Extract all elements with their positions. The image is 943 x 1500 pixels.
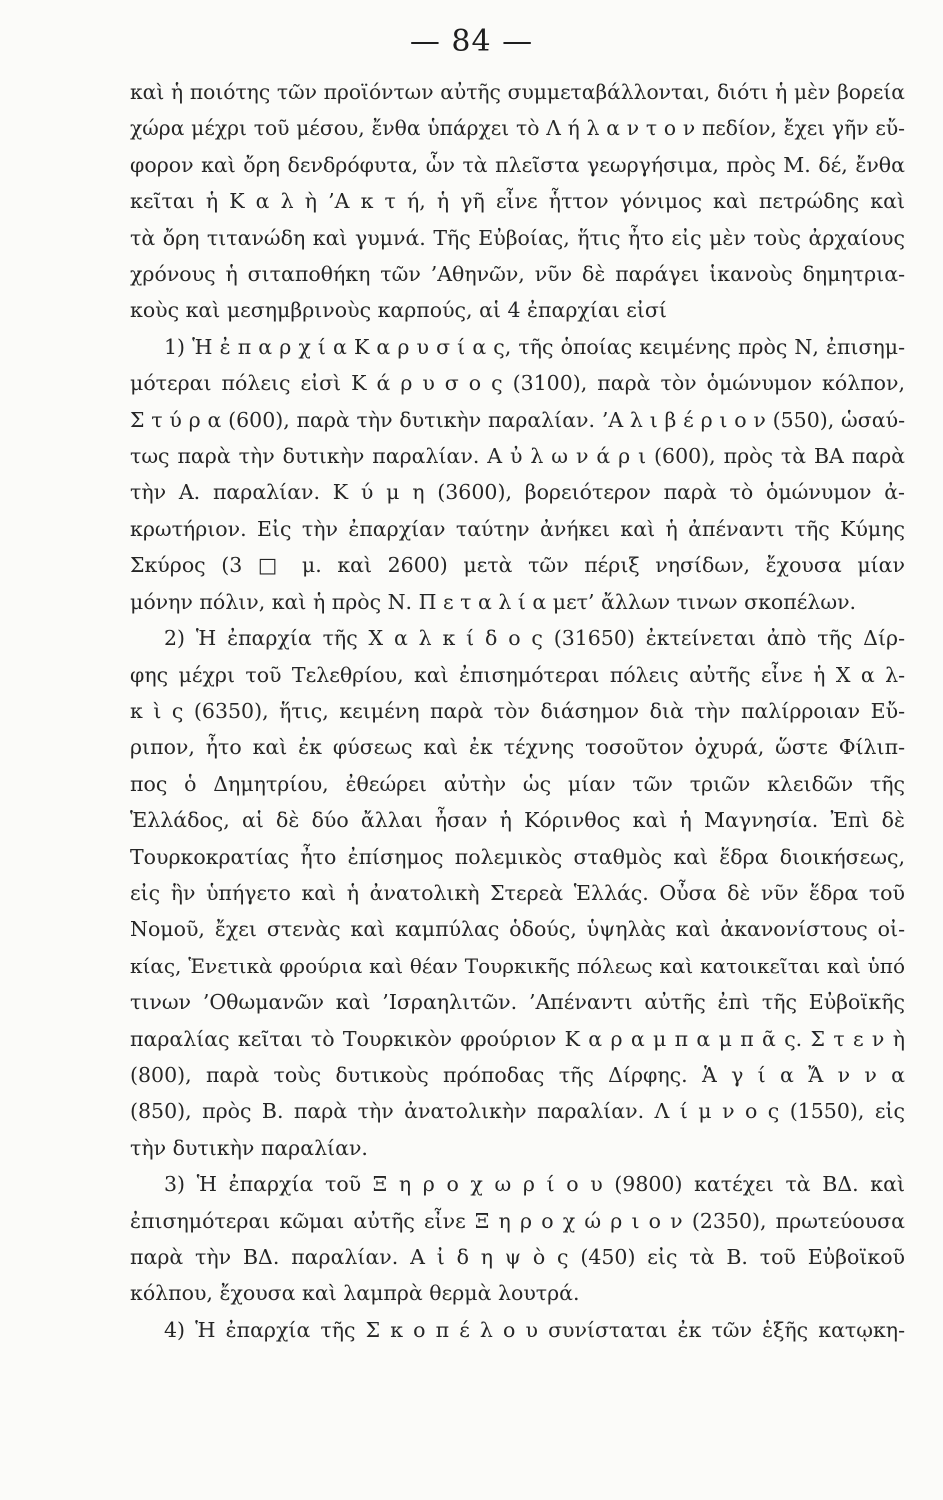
text-line: μόνην πόλιν, καὶ ἡ πρὸς Ν. Π ε τ α λ ί α μετ’ ἄλλων τινων σκοπέλων. (130, 589, 857, 614)
text-line: ἐπισημότεραι κῶμαι αὐτῆς εἶνε Ξ η ρ ο χ ώ ρ ι ο ν (2350), πρωτεύουσα (130, 1208, 905, 1233)
text-line: τὰ ὄρη τιτανώδη καὶ γυμνά. Τῆς Εὐβοίας, ἥτις ἦτο εἰς μὲν τοὺς ἀρχαίους (130, 225, 905, 250)
text-line: παραλίας κεῖται τὸ Τουρκικὸν φρούριον Κ α ρ α μ π α μ π ᾶ ς. Σ τ ε ν ὴ (130, 1026, 905, 1051)
text-line: Σκύρος (3 □ μ. καὶ 2600) μετὰ τῶν πέριξ νησίδων, ἔχουσα μίαν (130, 553, 905, 578)
text-line: Νομοῦ, ἔχει στενὰς καὶ καμπύλας ὁδούς, ὑψηλὰς καὶ ἀκανονίστους οἰ- (130, 917, 905, 942)
text-line: 2) Ἡ ἐπαρχία τῆς Χ α λ κ ί δ ο ς (31650) ἐκτείνεται ἀπὸ τῆς Δίρ- (164, 626, 905, 651)
text-line: Ἑλλάδος, αἱ δὲ δύο ἄλλαι ἦσαν ἡ Κόρινθος καὶ ἡ Μαγνησία. Ἐπὶ δὲ (130, 808, 905, 833)
text-line: φης μέχρι τοῦ Τελεθρίου, καὶ ἐπισημότεραι πόλεις αὐτῆς εἶνε ἡ Χ α λ- (130, 662, 905, 687)
text-line: κρωτήριον. Εἰς τὴν ἐπαρχίαν ταύτην ἀνήκει καὶ ἡ ἀπέναντι τῆς Κύμης (130, 516, 905, 541)
text-line: πος ὁ Δημητρίου, ἐθεώρει αὐτὴν ὡς μίαν τῶν τριῶν κλειδῶν τῆς (130, 771, 905, 796)
text-line: 3) Ἡ ἐπαρχία τοῦ Ξ η ρ ο χ ω ρ ί ο υ (9800) κατέχει τὰ ΒΔ. καὶ (164, 1172, 905, 1197)
text-line: παρὰ τὴν ΒΔ. παραλίαν. Α ἰ δ η ψ ὸ ς (450) εἰς τὰ Β. τοῦ Εὐβοϊκοῦ (130, 1245, 905, 1269)
text-line: εἰς ἣν ὑπήγετο καὶ ἡ ἀνατολικὴ Στερεὰ Ἑλλάς. Οὖσα δὲ νῦν ἕδρα τοῦ (130, 880, 905, 905)
text-line: κόλπου, ἔχουσα καὶ λαμπρὰ θερμὰ λουτρά. (130, 1281, 580, 1306)
text-line: τὴν Α. παραλίαν. Κ ύ μ η (3600), βορειότερον παρὰ τὸ ὁμώνυμον ἀ- (130, 480, 905, 505)
text-line: 1) Ἡ ἐ π α ρ χ ί α Κ α ρ υ σ ί α ς, τῆς ὁποίας κειμένης πρὸς Ν, ἐπισημ- (164, 334, 905, 359)
text-line: χρόνους ἡ σιταποθήκη τῶν ’Αθηνῶν, νῦν δὲ παράγει ἱκανοὺς δημητρια- (130, 262, 905, 287)
text-line: τως παρὰ τὴν δυτικὴν παραλίαν. Α ὐ λ ω ν ά ρ ι (600), πρὸς τὰ ΒΑ παρὰ (130, 444, 905, 469)
text-line: κεῖται ἡ Κ α λ ὴ ’Α κ τ ή, ἡ γῆ εἶνε ἧττον γόνιμος καὶ πετρώδης καὶ (130, 189, 905, 214)
text-line: (850), πρὸς Β. παρὰ τὴν ἀνατολικὴν παραλίαν. Λ ί μ ν ο ς (1550), εἰς (130, 1099, 905, 1124)
text-line: Τουρκοκρατίας ἦτο ἐπίσημος πολεμικὸς σταθμὸς καὶ ἕδρα διοικήσεως, (130, 844, 905, 869)
text-line: Σ τ ύ ρ α (600), παρὰ τὴν δυτικὴν παραλίαν. ’Α λ ι β έ ρ ι ο ν (550), ὡσαύ- (130, 407, 905, 432)
text-line: καὶ ἡ ποιότης τῶν προϊόντων αὐτῆς συμμεταβάλλονται, διότι ἡ μὲν βορεία (130, 80, 905, 104)
page-number: — 84 — (409, 24, 534, 59)
text-line: κοὺς καὶ μεσημβρινοὺς καρπούς, αἱ 4 ἐπαρχίαι εἰσί (130, 298, 667, 323)
body-text (130, 74, 905, 1348)
text-line: κίας, Ἑνετικὰ φρούρια καὶ θέαν Τουρκικῆς πόλεως καὶ κατοικεῖται καὶ ὑπό (130, 953, 905, 978)
text-line: μότεραι πόλεις εἰσὶ Κ ά ρ υ σ ο ς (3100), παρὰ τὸν ὁμώνυμον κόλπον, (130, 371, 905, 396)
text-line: χώρα μέχρι τοῦ μέσου, ἔνθα ὑπάρχει τὸ Λ ή λ α ν τ ο ν πεδίον, ἔχει γῆν εὔ- (130, 116, 905, 141)
text-line: 4) Ἡ ἐπαρχία τῆς Σ κ ο π έ λ ο υ συνίσταται ἐκ τῶν ἑξῆς κατῳκη- (164, 1317, 905, 1342)
text-line: ριπον, ἦτο καὶ ἐκ φύσεως καὶ ἐκ τέχνης τοσοῦτον ὀχυρά, ὥστε Φίλιπ- (130, 735, 905, 760)
text-line: τινων ’Οθωμανῶν καὶ ’Ισραηλιτῶν. ’Απέναντι αὐτῆς ἐπὶ τῆς Εὐβοϊκῆς (130, 990, 905, 1015)
text-line: φορον καὶ ὄρη δενδρόφυτα, ὧν τὰ πλεῖστα γεωργήσιμα, πρὸς Μ. δέ, ἔνθα (130, 152, 905, 177)
text-line: κ ὶ ς (6350), ἥτις, κειμένη παρὰ τὸν διάσημον διὰ τὴν παλίρροιαν Εὔ- (130, 698, 905, 723)
text-line: (800), παρὰ τοὺς δυτικοὺς πρόποδας τῆς Δίρφης. Ἁ γ ί α Ἄ ν ν α (130, 1062, 905, 1087)
text-line: τὴν δυτικὴν παραλίαν. (130, 1135, 368, 1160)
